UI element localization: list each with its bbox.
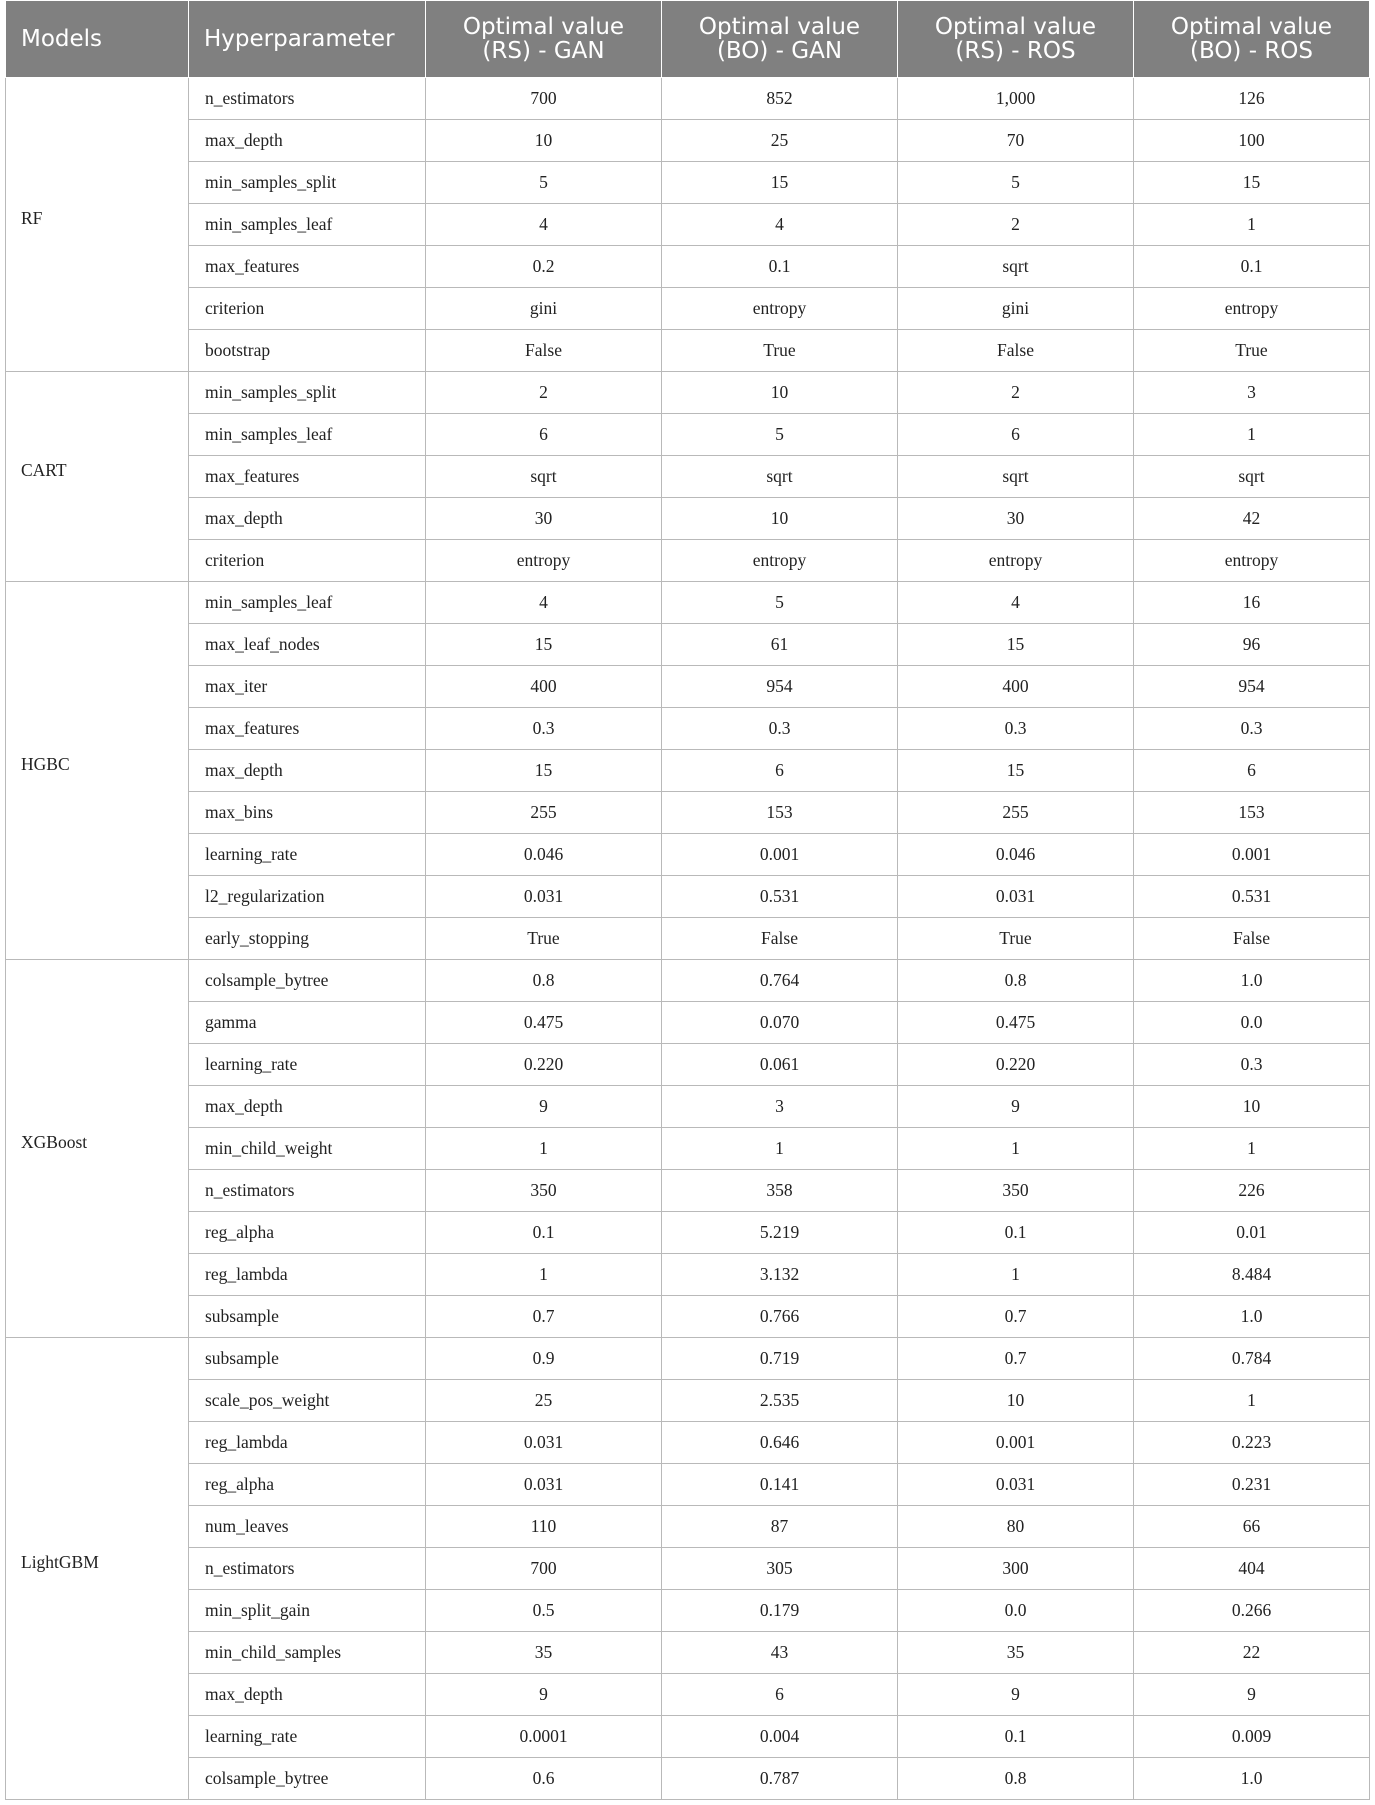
optimal-value-cell: 5.219 xyxy=(662,1212,898,1254)
optimal-value-cell: 0.0001 xyxy=(426,1716,662,1758)
table-row xyxy=(6,1002,1370,1044)
optimal-value-cell: 0.7 xyxy=(898,1338,1134,1380)
optimal-value-cell: 30 xyxy=(898,498,1134,540)
hyperparameter-cell: max_depth xyxy=(189,1674,426,1716)
hyperparameter-cell: colsample_bytree xyxy=(189,960,426,1002)
optimal-value-cell: 6 xyxy=(898,414,1134,456)
table-row xyxy=(6,1170,1370,1212)
optimal-value-cell: False xyxy=(662,918,898,960)
optimal-value-cell: 9 xyxy=(426,1674,662,1716)
optimal-value-cell: 0.766 xyxy=(662,1296,898,1338)
optimal-value-cell: 1 xyxy=(1134,1128,1370,1170)
header-line-2: (RS) - GAN xyxy=(482,38,605,64)
optimal-value-cell: 4 xyxy=(426,204,662,246)
hyperparameter-cell: max_features xyxy=(189,246,426,288)
optimal-value-cell: True xyxy=(1134,330,1370,372)
optimal-value-cell: gini xyxy=(426,288,662,330)
optimal-value-cell: 226 xyxy=(1134,1170,1370,1212)
table-row xyxy=(6,1758,1370,1800)
table-row xyxy=(6,162,1370,204)
optimal-value-cell: 35 xyxy=(898,1632,1134,1674)
hyperparameter-cell: learning_rate xyxy=(189,1044,426,1086)
hyperparameter-cell: gamma xyxy=(189,1002,426,1044)
table-row xyxy=(6,120,1370,162)
optimal-value-cell: 0.3 xyxy=(898,708,1134,750)
optimal-value-cell: 70 xyxy=(898,120,1134,162)
hyperparameter-cell: reg_alpha xyxy=(189,1464,426,1506)
optimal-value-cell: 22 xyxy=(1134,1632,1370,1674)
table-row xyxy=(6,1674,1370,1716)
hyperparameter-table xyxy=(5,0,1370,1800)
hyperparameter-cell: max_depth xyxy=(189,750,426,792)
optimal-value-cell: 2 xyxy=(426,372,662,414)
optimal-value-cell: 0.0 xyxy=(898,1590,1134,1632)
optimal-value-cell: 0.3 xyxy=(426,708,662,750)
table-row xyxy=(6,1254,1370,1296)
optimal-value-cell: 66 xyxy=(1134,1506,1370,1548)
optimal-value-cell: gini xyxy=(898,288,1134,330)
optimal-value-cell: 404 xyxy=(1134,1548,1370,1590)
optimal-value-cell: 0.646 xyxy=(662,1422,898,1464)
table-row xyxy=(6,1716,1370,1758)
hyperparameter-cell: bootstrap xyxy=(189,330,426,372)
table-row xyxy=(6,666,1370,708)
table-row xyxy=(6,876,1370,918)
optimal-value-cell: 0.031 xyxy=(898,876,1134,918)
optimal-value-cell: 0.220 xyxy=(898,1044,1134,1086)
optimal-value-cell: 4 xyxy=(662,204,898,246)
optimal-value-cell: 25 xyxy=(662,120,898,162)
optimal-value-cell: 4 xyxy=(898,582,1134,624)
optimal-value-cell: 6 xyxy=(1134,750,1370,792)
optimal-value-cell: 42 xyxy=(1134,498,1370,540)
optimal-value-cell: entropy xyxy=(662,288,898,330)
hyperparameter-cell: min_samples_split xyxy=(189,372,426,414)
optimal-value-cell: 700 xyxy=(426,1548,662,1590)
optimal-value-cell: 16 xyxy=(1134,582,1370,624)
optimal-value-cell: 0.3 xyxy=(1134,708,1370,750)
optimal-value-cell: 15 xyxy=(662,162,898,204)
model-name-cell: XGBoost xyxy=(6,960,189,1338)
hyperparameter-cell: num_leaves xyxy=(189,1506,426,1548)
optimal-value-cell: 852 xyxy=(662,78,898,120)
hyperparameter-cell: criterion xyxy=(189,540,426,582)
optimal-value-cell: 15 xyxy=(1134,162,1370,204)
optimal-value-cell: 2.535 xyxy=(662,1380,898,1422)
optimal-value-cell: 0.1 xyxy=(898,1716,1134,1758)
optimal-value-cell: 0.141 xyxy=(662,1464,898,1506)
optimal-value-cell: 10 xyxy=(426,120,662,162)
optimal-value-cell: 0.2 xyxy=(426,246,662,288)
optimal-value-cell: 0.061 xyxy=(662,1044,898,1086)
header-models: Models xyxy=(6,1,189,78)
optimal-value-cell: 0.1 xyxy=(898,1212,1134,1254)
table-row xyxy=(6,1422,1370,1464)
optimal-value-cell: 300 xyxy=(898,1548,1134,1590)
optimal-value-cell: 9 xyxy=(426,1086,662,1128)
optimal-value-cell: 1 xyxy=(426,1128,662,1170)
header-line-1: Optimal value xyxy=(698,14,861,40)
optimal-value-cell: 954 xyxy=(662,666,898,708)
optimal-value-cell: 2 xyxy=(898,372,1134,414)
table-row xyxy=(6,1296,1370,1338)
hyperparameter-cell: min_child_samples xyxy=(189,1632,426,1674)
optimal-value-cell: 0.3 xyxy=(1134,1044,1370,1086)
optimal-value-cell: 1 xyxy=(898,1254,1134,1296)
table-row xyxy=(6,792,1370,834)
optimal-value-cell: entropy xyxy=(1134,540,1370,582)
table-row xyxy=(6,1464,1370,1506)
optimal-value-cell: 5 xyxy=(898,162,1134,204)
table-row xyxy=(6,624,1370,666)
optimal-value-cell: sqrt xyxy=(426,456,662,498)
optimal-value-cell: 3.132 xyxy=(662,1254,898,1296)
optimal-value-cell: 0.8 xyxy=(898,1758,1134,1800)
table-row xyxy=(6,1380,1370,1422)
optimal-value-cell: 0.266 xyxy=(1134,1590,1370,1632)
optimal-value-cell: 1.0 xyxy=(1134,960,1370,1002)
optimal-value-cell: entropy xyxy=(662,540,898,582)
optimal-value-cell: 0.001 xyxy=(662,834,898,876)
optimal-value-cell: 2 xyxy=(898,204,1134,246)
optimal-value-cell: 9 xyxy=(898,1086,1134,1128)
table-row xyxy=(6,918,1370,960)
optimal-value-cell: 0.0 xyxy=(1134,1002,1370,1044)
optimal-value-cell: 700 xyxy=(426,78,662,120)
table-row xyxy=(6,1506,1370,1548)
optimal-value-cell: 0.031 xyxy=(898,1464,1134,1506)
hyperparameter-cell: min_split_gain xyxy=(189,1590,426,1632)
optimal-value-cell: 6 xyxy=(662,1674,898,1716)
optimal-value-cell: True xyxy=(662,330,898,372)
hyperparameter-cell: early_stopping xyxy=(189,918,426,960)
optimal-value-cell: 0.179 xyxy=(662,1590,898,1632)
optimal-value-cell: False xyxy=(426,330,662,372)
hyperparameter-cell: colsample_bytree xyxy=(189,1758,426,1800)
hyperparameter-cell: min_samples_leaf xyxy=(189,204,426,246)
optimal-value-cell: 5 xyxy=(426,162,662,204)
optimal-value-cell: sqrt xyxy=(898,456,1134,498)
model-name-cell: RF xyxy=(6,78,189,372)
optimal-value-cell: 400 xyxy=(426,666,662,708)
optimal-value-cell: entropy xyxy=(426,540,662,582)
optimal-value-cell: 5 xyxy=(662,414,898,456)
optimal-value-cell: 1 xyxy=(426,1254,662,1296)
optimal-value-cell: 1.0 xyxy=(1134,1758,1370,1800)
optimal-value-cell: 1 xyxy=(1134,414,1370,456)
optimal-value-cell: 0.1 xyxy=(426,1212,662,1254)
optimal-value-cell: False xyxy=(898,330,1134,372)
optimal-value-cell: 0.475 xyxy=(898,1002,1134,1044)
table-row xyxy=(6,960,1370,1002)
optimal-value-cell: 0.001 xyxy=(898,1422,1134,1464)
table-row xyxy=(6,204,1370,246)
optimal-value-cell: 35 xyxy=(426,1632,662,1674)
optimal-value-cell: 0.046 xyxy=(898,834,1134,876)
hyperparameter-cell: max_features xyxy=(189,456,426,498)
optimal-value-cell: 15 xyxy=(426,750,662,792)
optimal-value-cell: 153 xyxy=(662,792,898,834)
optimal-value-cell: 1 xyxy=(662,1128,898,1170)
hyperparameter-cell: subsample xyxy=(189,1296,426,1338)
table-row xyxy=(6,1548,1370,1590)
optimal-value-cell: 126 xyxy=(1134,78,1370,120)
optimal-value-cell: 0.475 xyxy=(426,1002,662,1044)
table-header xyxy=(6,1,1370,78)
optimal-value-cell: 0.764 xyxy=(662,960,898,1002)
hyperparameter-cell: l2_regularization xyxy=(189,876,426,918)
optimal-value-cell: 0.531 xyxy=(1134,876,1370,918)
optimal-value-cell: 61 xyxy=(662,624,898,666)
hyperparameter-cell: reg_alpha xyxy=(189,1212,426,1254)
hyperparameter-cell: scale_pos_weight xyxy=(189,1380,426,1422)
optimal-value-cell: False xyxy=(1134,918,1370,960)
optimal-value-cell: 0.5 xyxy=(426,1590,662,1632)
header-optimal-bo-ros xyxy=(1134,1,1370,78)
optimal-value-cell: 6 xyxy=(662,750,898,792)
optimal-value-cell: 0.531 xyxy=(662,876,898,918)
optimal-value-cell: 0.7 xyxy=(898,1296,1134,1338)
optimal-value-cell: 0.220 xyxy=(426,1044,662,1086)
optimal-value-cell: 255 xyxy=(426,792,662,834)
optimal-value-cell: 0.9 xyxy=(426,1338,662,1380)
optimal-value-cell: 1.0 xyxy=(1134,1296,1370,1338)
optimal-value-cell: 0.004 xyxy=(662,1716,898,1758)
optimal-value-cell: 358 xyxy=(662,1170,898,1212)
table-row xyxy=(6,582,1370,624)
hyperparameter-cell: max_depth xyxy=(189,498,426,540)
table-row xyxy=(6,1590,1370,1632)
table-row xyxy=(6,78,1370,120)
optimal-value-cell: 0.1 xyxy=(1134,246,1370,288)
header-optimal-rs-gan xyxy=(426,1,662,78)
optimal-value-cell: 1,000 xyxy=(898,78,1134,120)
optimal-value-cell: 0.031 xyxy=(426,1422,662,1464)
optimal-value-cell: sqrt xyxy=(1134,456,1370,498)
header-row xyxy=(6,1,1370,78)
optimal-value-cell: 0.009 xyxy=(1134,1716,1370,1758)
header-hyperparameter: Hyperparameter xyxy=(189,1,426,78)
optimal-value-cell: 110 xyxy=(426,1506,662,1548)
optimal-value-cell: 0.787 xyxy=(662,1758,898,1800)
optimal-value-cell: 43 xyxy=(662,1632,898,1674)
table-row xyxy=(6,834,1370,876)
table-row xyxy=(6,288,1370,330)
table-row xyxy=(6,540,1370,582)
optimal-value-cell: 0.223 xyxy=(1134,1422,1370,1464)
hyperparameter-cell: n_estimators xyxy=(189,1170,426,1212)
optimal-value-cell: True xyxy=(898,918,1134,960)
hyperparameter-cell: min_samples_split xyxy=(189,162,426,204)
optimal-value-cell: 0.8 xyxy=(898,960,1134,1002)
hyperparameter-cell: reg_lambda xyxy=(189,1254,426,1296)
optimal-value-cell: 10 xyxy=(898,1380,1134,1422)
header-line-1: Optimal value xyxy=(462,14,625,40)
hyperparameter-cell: min_samples_leaf xyxy=(189,414,426,456)
hyperparameter-cell: n_estimators xyxy=(189,1548,426,1590)
table-row xyxy=(6,1338,1370,1380)
table-body xyxy=(6,78,1370,1800)
optimal-value-cell: 153 xyxy=(1134,792,1370,834)
header-line-1: Optimal value xyxy=(1170,14,1333,40)
hyperparameter-cell: max_depth xyxy=(189,120,426,162)
optimal-value-cell: 305 xyxy=(662,1548,898,1590)
optimal-value-cell: 0.01 xyxy=(1134,1212,1370,1254)
optimal-value-cell: 0.031 xyxy=(426,1464,662,1506)
table-row xyxy=(6,456,1370,498)
hyperparameter-cell: criterion xyxy=(189,288,426,330)
optimal-value-cell: 0.046 xyxy=(426,834,662,876)
hyperparameter-cell: max_features xyxy=(189,708,426,750)
optimal-value-cell: 10 xyxy=(662,372,898,414)
hyperparameter-cell: n_estimators xyxy=(189,78,426,120)
optimal-value-cell: 0.784 xyxy=(1134,1338,1370,1380)
header-line-2: (RS) - ROS xyxy=(955,38,1076,64)
table-row xyxy=(6,708,1370,750)
model-name-cell: CART xyxy=(6,372,189,582)
optimal-value-cell: 954 xyxy=(1134,666,1370,708)
optimal-value-cell: 0.070 xyxy=(662,1002,898,1044)
optimal-value-cell: 5 xyxy=(662,582,898,624)
table-row xyxy=(6,1044,1370,1086)
optimal-value-cell: 100 xyxy=(1134,120,1370,162)
optimal-value-cell: 87 xyxy=(662,1506,898,1548)
optimal-value-cell: 15 xyxy=(898,624,1134,666)
table-row xyxy=(6,372,1370,414)
optimal-value-cell: 6 xyxy=(426,414,662,456)
optimal-value-cell: 25 xyxy=(426,1380,662,1422)
hyperparameter-cell: subsample xyxy=(189,1338,426,1380)
optimal-value-cell: 350 xyxy=(898,1170,1134,1212)
hyperparameter-cell: max_depth xyxy=(189,1086,426,1128)
table-row xyxy=(6,1632,1370,1674)
table-row xyxy=(6,750,1370,792)
optimal-value-cell: 1 xyxy=(1134,204,1370,246)
optimal-value-cell: sqrt xyxy=(898,246,1134,288)
optimal-value-cell: 400 xyxy=(898,666,1134,708)
optimal-value-cell: 3 xyxy=(662,1086,898,1128)
optimal-value-cell: 80 xyxy=(898,1506,1134,1548)
optimal-value-cell: 15 xyxy=(426,624,662,666)
optimal-value-cell: True xyxy=(426,918,662,960)
hyperparameter-table-container xyxy=(5,0,1369,1800)
optimal-value-cell: 0.6 xyxy=(426,1758,662,1800)
optimal-value-cell: entropy xyxy=(1134,288,1370,330)
optimal-value-cell: 8.484 xyxy=(1134,1254,1370,1296)
header-line-1: Optimal value xyxy=(934,14,1097,40)
hyperparameter-cell: max_leaf_nodes xyxy=(189,624,426,666)
optimal-value-cell: 0.7 xyxy=(426,1296,662,1338)
optimal-value-cell: 0.001 xyxy=(1134,834,1370,876)
hyperparameter-cell: reg_lambda xyxy=(189,1422,426,1464)
optimal-value-cell: 3 xyxy=(1134,372,1370,414)
table-row xyxy=(6,1212,1370,1254)
optimal-value-cell: 9 xyxy=(1134,1674,1370,1716)
table-row xyxy=(6,330,1370,372)
optimal-value-cell: 0.8 xyxy=(426,960,662,1002)
optimal-value-cell: 30 xyxy=(426,498,662,540)
optimal-value-cell: 255 xyxy=(898,792,1134,834)
optimal-value-cell: 0.719 xyxy=(662,1338,898,1380)
optimal-value-cell: 10 xyxy=(1134,1086,1370,1128)
table-row xyxy=(6,1128,1370,1170)
hyperparameter-cell: learning_rate xyxy=(189,1716,426,1758)
header-optimal-rs-ros xyxy=(898,1,1134,78)
hyperparameter-cell: min_child_weight xyxy=(189,1128,426,1170)
optimal-value-cell: 4 xyxy=(426,582,662,624)
model-name-cell: HGBC xyxy=(6,582,189,960)
hyperparameter-cell: max_iter xyxy=(189,666,426,708)
hyperparameter-cell: max_bins xyxy=(189,792,426,834)
model-name-cell: LightGBM xyxy=(6,1338,189,1800)
optimal-value-cell: 0.031 xyxy=(426,876,662,918)
hyperparameter-cell: min_samples_leaf xyxy=(189,582,426,624)
table-row xyxy=(6,498,1370,540)
header-line-2: (BO) - ROS xyxy=(1189,38,1314,64)
table-row xyxy=(6,1086,1370,1128)
optimal-value-cell: sqrt xyxy=(662,456,898,498)
table-row xyxy=(6,246,1370,288)
optimal-value-cell: 1 xyxy=(898,1128,1134,1170)
optimal-value-cell: 350 xyxy=(426,1170,662,1212)
table-row xyxy=(6,414,1370,456)
optimal-value-cell: 0.3 xyxy=(662,708,898,750)
header-line-2: (BO) - GAN xyxy=(716,38,843,64)
hyperparameter-cell: learning_rate xyxy=(189,834,426,876)
optimal-value-cell: 9 xyxy=(898,1674,1134,1716)
header-optimal-bo-gan xyxy=(662,1,898,78)
optimal-value-cell: 10 xyxy=(662,498,898,540)
optimal-value-cell: entropy xyxy=(898,540,1134,582)
optimal-value-cell: 1 xyxy=(1134,1380,1370,1422)
optimal-value-cell: 15 xyxy=(898,750,1134,792)
optimal-value-cell: 96 xyxy=(1134,624,1370,666)
optimal-value-cell: 0.1 xyxy=(662,246,898,288)
optimal-value-cell: 0.231 xyxy=(1134,1464,1370,1506)
